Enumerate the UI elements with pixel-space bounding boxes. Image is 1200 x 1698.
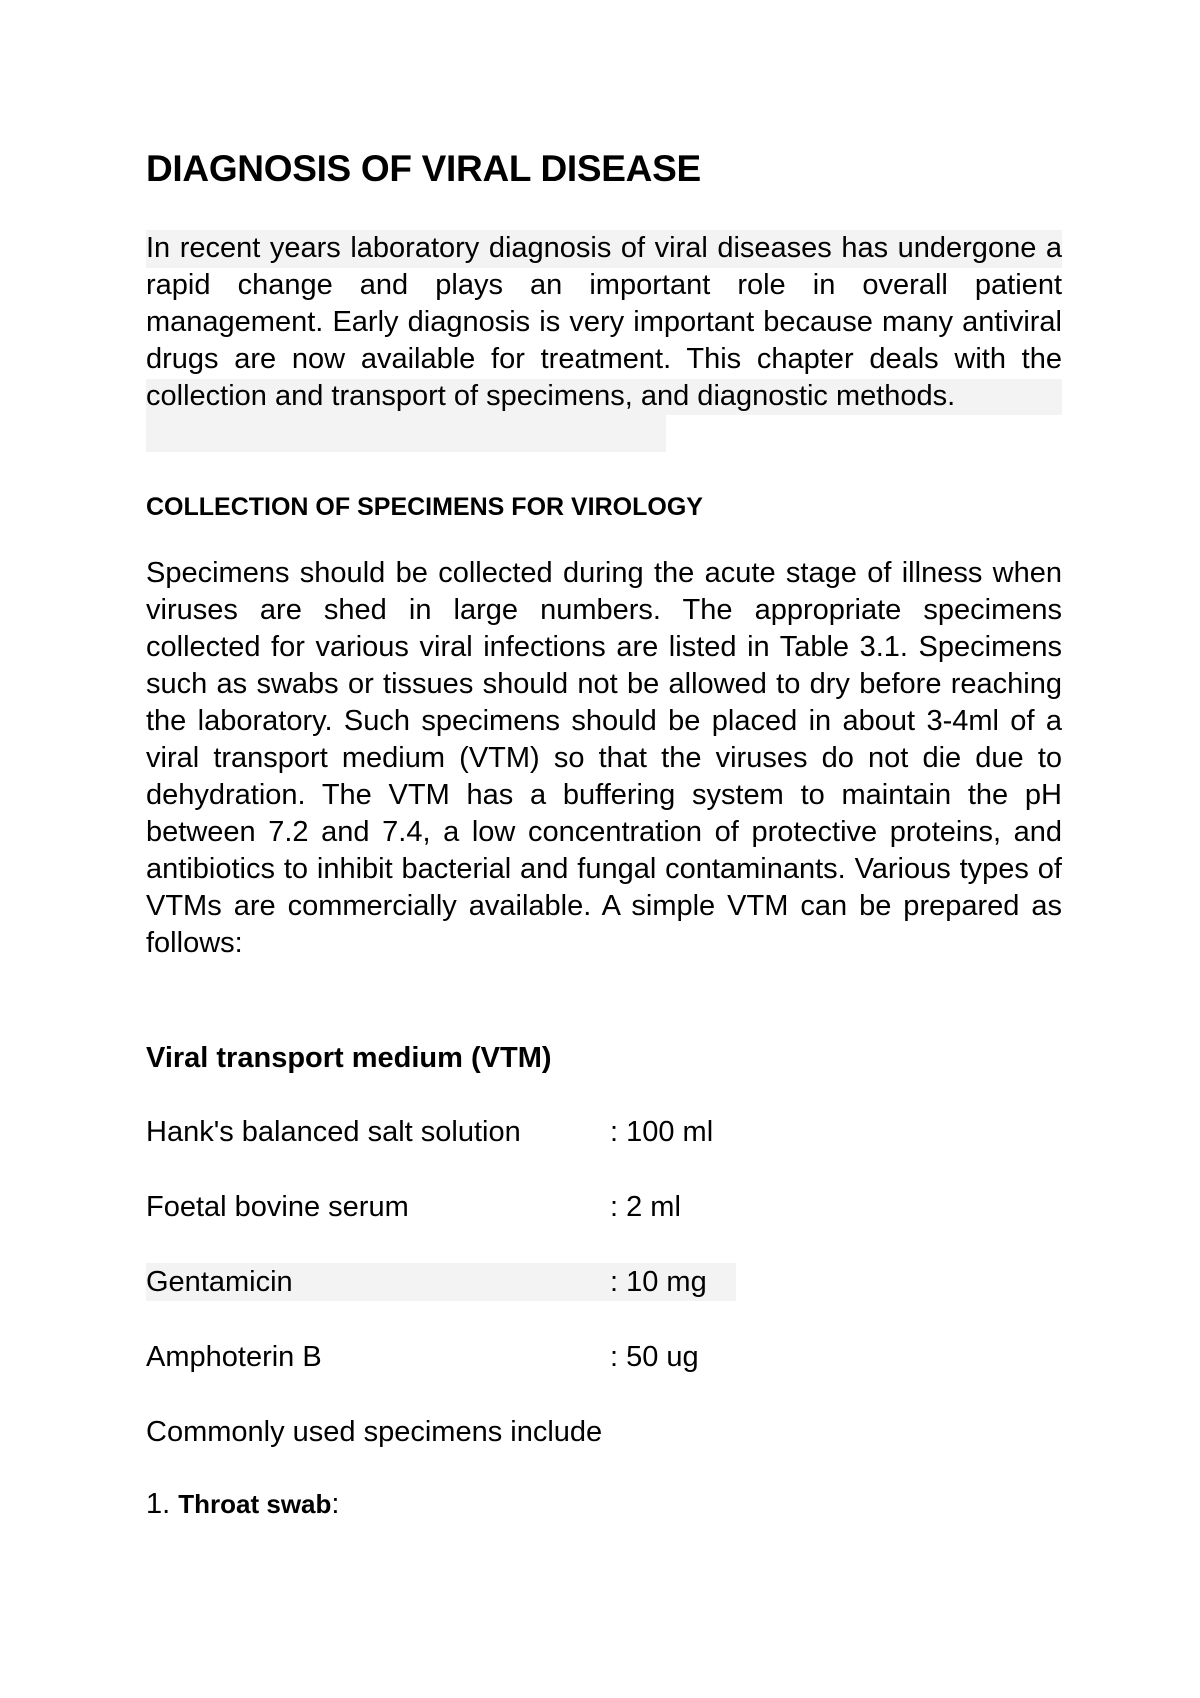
- ingredient-row: [146, 1263, 736, 1301]
- ingredient-row: [146, 1113, 736, 1151]
- ingredient-name: Hank's balanced salt solution: [146, 1116, 521, 1148]
- ingredient-row: [146, 1188, 736, 1226]
- ingredient-amount: : 10 mg: [610, 1266, 707, 1298]
- specimens-intro-line: Commonly used specimens include: [146, 1416, 603, 1448]
- list-item-suffix: :: [331, 1488, 340, 1520]
- ingredient-name: Gentamicin: [146, 1266, 293, 1298]
- highlight-band: [146, 415, 666, 452]
- ingredient-row: [146, 1338, 736, 1376]
- ingredient-amount: : 100 ml: [610, 1116, 714, 1148]
- specimens-paragraph: Specimens should be collected during the acute stage of illness when viruses are shed in large numbers. The appropriate specimens collected for various viral infections are listed in Table 3.1. Specimens such as swabs or tissues should not be allowed to dry before reaching the laboratory. Such specimens should be placed in about 3-4ml of a viral transport medium (VTM) so that the viruses do not die due to dehydration. The VTM has a buffering system to maintain the pH between 7.2 and 7.4, a low concentration of protective proteins, and antibiotics to inhibit bacterial and fungal contaminants. Various types of VTMs are commercially available. A simple VTM can be prepared as follows:: [146, 557, 1062, 959]
- vtm-heading: Viral transport medium (VTM): [146, 1042, 552, 1074]
- intro-paragraph: In recent years laboratory diagnosis of viral diseases has undergone a rapid change and plays an important role in overall patient management. Early diagnosis is very important because many antiviral drugs are now available for treatment. This chapter deals with the collection and transport of specimens, and diagnostic methods.: [146, 232, 1062, 412]
- ingredient-name: Foetal bovine serum: [146, 1191, 409, 1223]
- document-page: [146, 0, 1062, 1698]
- ingredient-name: Amphoterin B: [146, 1341, 322, 1373]
- list-number: 1.: [146, 1488, 171, 1520]
- document-title: DIAGNOSIS OF VIRAL DISEASE: [146, 148, 701, 189]
- ingredient-amount: : 50 ug: [610, 1341, 699, 1373]
- list-item: [146, 1485, 339, 1523]
- list-item-label: Throat swab: [178, 1489, 332, 1519]
- section-heading: COLLECTION OF SPECIMENS FOR VIROLOGY: [146, 493, 703, 521]
- ingredient-amount: : 2 ml: [610, 1191, 681, 1223]
